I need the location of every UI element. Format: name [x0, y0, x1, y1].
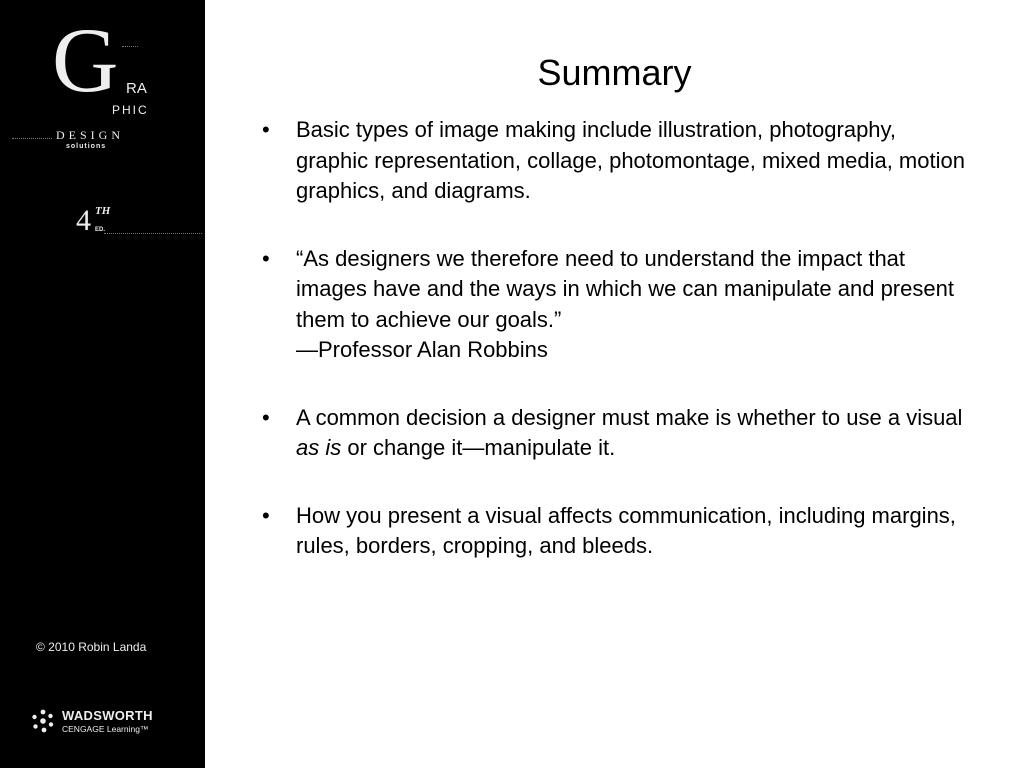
edition-label: ED.	[95, 227, 106, 233]
bullet-text: How you present a visual affects communication, including margins, rules, borders, cropping, and bleeds.	[296, 502, 956, 558]
logo-decorative-line	[104, 233, 202, 234]
sidebar-panel	[0, 0, 205, 768]
copyright-notice: © 2010 Robin Landa	[36, 640, 147, 654]
bullet-marker: •	[262, 404, 270, 430]
book-logo	[0, 0, 205, 250]
edition-suffix: TH	[95, 205, 111, 217]
italic-phrase: as is	[296, 435, 342, 460]
bullet-item	[262, 115, 972, 207]
logo-word-solutions: solutions	[66, 143, 107, 150]
quote-attribution: —Professor Alan Robbins	[296, 337, 548, 362]
bullet-text: Basic types of image making include illustration, photography, graphic representation, collage, photomontage, mixed media, motion graphics, and diagrams.	[296, 117, 965, 203]
logo-decorative-line	[122, 46, 138, 47]
edition-number: 4	[76, 204, 91, 237]
publisher-logo	[30, 706, 176, 740]
publisher-subtitle: CENGAGE Learning™	[62, 724, 149, 734]
bullet-marker: •	[262, 502, 270, 528]
bullet-marker: •	[262, 245, 270, 271]
bullet-item	[262, 244, 972, 366]
logo-letter-g: G	[52, 9, 119, 111]
publisher-star-icon	[30, 708, 56, 734]
publisher-name: WADSWORTH	[62, 708, 153, 723]
logo-word-design: DESIGN	[56, 128, 124, 142]
bullet-list	[262, 115, 972, 599]
bullet-text: A common decision a designer must make is whether to use a visual as is or change it—manipulate it.	[296, 404, 963, 460]
quote-text: “As designers we therefore need to understand the impact that images have and the ways in which we can manipulate and present them to achieve our goals.”	[296, 245, 954, 332]
logo-decorative-line	[12, 138, 52, 139]
bullet-item	[262, 501, 972, 562]
logo-letters-phic: PHIC	[112, 103, 149, 117]
logo-letters-ra: RA	[126, 80, 147, 97]
slide-title: Summary	[537, 52, 692, 93]
bullet-item	[262, 403, 972, 464]
bullet-marker: •	[262, 117, 270, 142]
